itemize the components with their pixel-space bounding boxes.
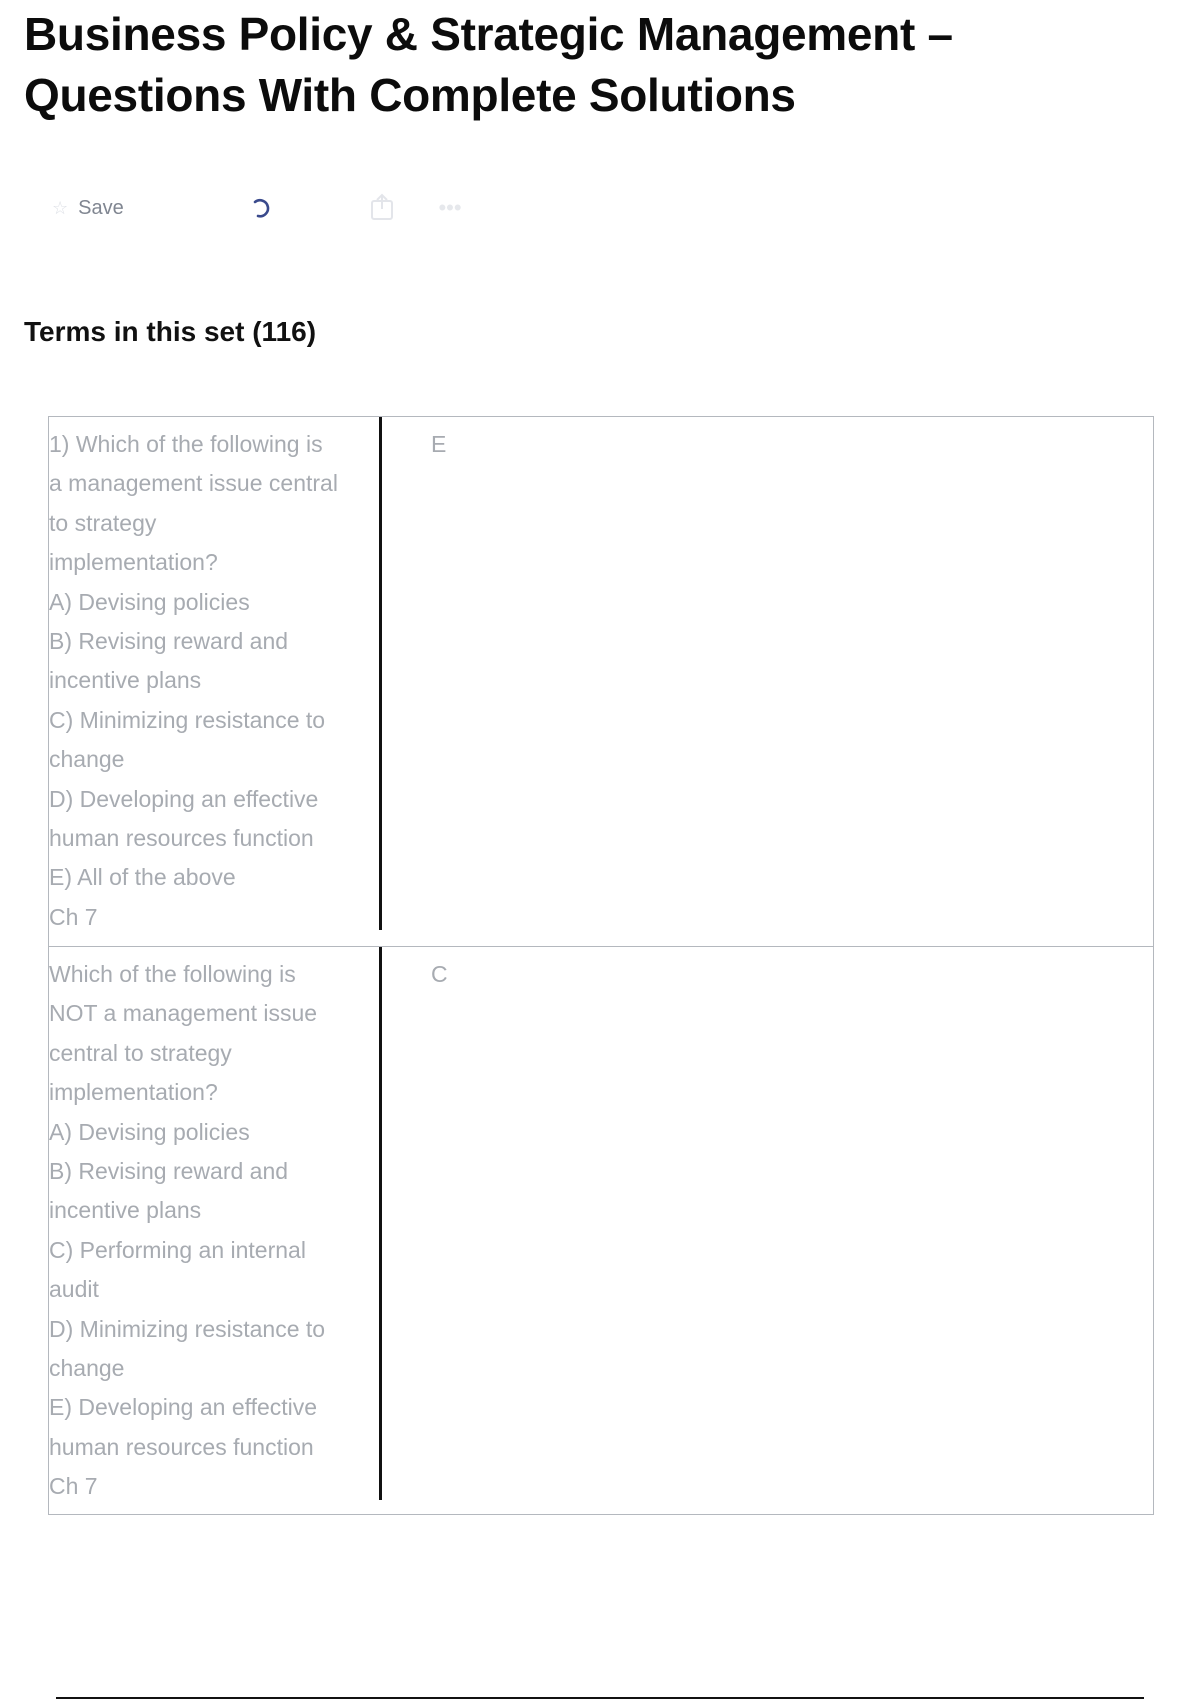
terms-table xyxy=(48,416,1154,1515)
star-icon: ☆ xyxy=(52,198,69,218)
more-button[interactable] xyxy=(430,192,470,224)
share-icon xyxy=(362,192,402,224)
term-text: 1) Which of the following is a management issue central to strategy implementation? A) Devising policies B) Revising reward and incentive plans C) Minimizing resistance to change D) Developing an effective human resources function E) All of the above Ch 7 xyxy=(49,431,338,930)
term-divider xyxy=(379,947,382,1500)
footer-rule xyxy=(56,1697,1144,1699)
toolbar xyxy=(52,190,512,226)
term-text: Which of the following is NOT a management issue central to strategy implementation? A) Devising policies B) Revising reward and incentive plans C) Performing an internal audit D) Minimizing resistance to change E) Developing an effective human resources function Ch 7 xyxy=(49,961,326,1500)
term-row[interactable] xyxy=(48,416,1154,947)
definition-text: E xyxy=(431,431,447,457)
save-button[interactable] xyxy=(52,190,124,226)
terms-heading: Terms in this set (116) xyxy=(24,316,317,347)
share-button[interactable] xyxy=(362,192,402,224)
loading-spinner-icon xyxy=(242,192,282,224)
definition-text: C xyxy=(431,961,448,987)
term-row[interactable] xyxy=(48,947,1154,1515)
save-label: Save xyxy=(78,196,124,219)
more-icon: ••• xyxy=(438,195,462,220)
term-divider xyxy=(379,417,382,930)
page-title: Business Policy & Strategic Management – Questions With Complete Solutions xyxy=(24,8,953,121)
